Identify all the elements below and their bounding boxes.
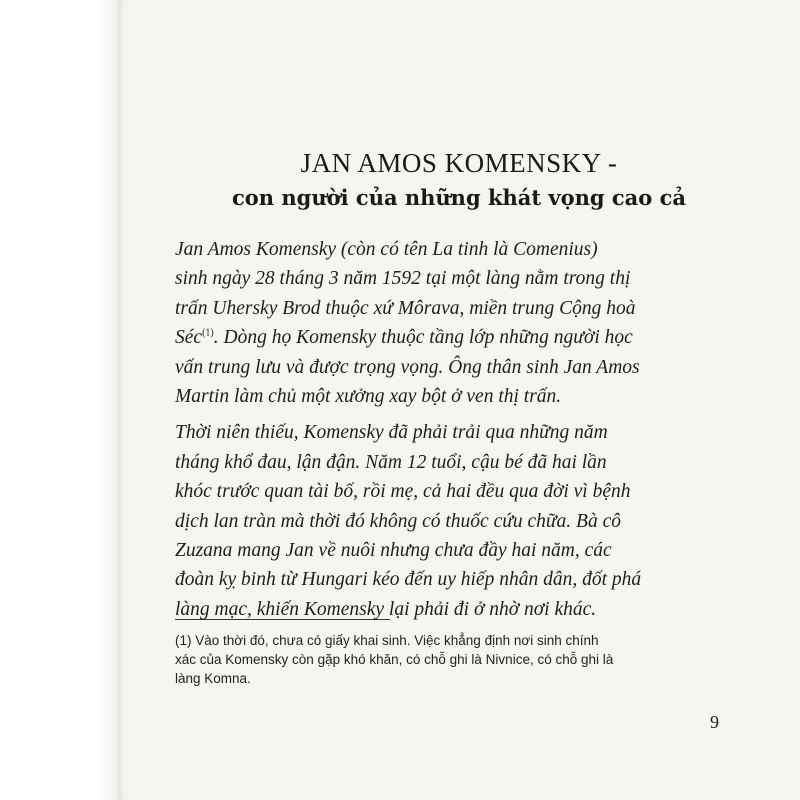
text-line: tháng khổ đau, lận đận. Năm 12 tuổi, cậu bé đã hai lần	[175, 451, 607, 473]
text-line: khóc trước quan tài bố, rồi mẹ, cả hai đều qua đời vì bệnh	[175, 481, 631, 503]
text-fragment: . Dòng họ Komensky thuộc tầng lớp những người học	[213, 327, 633, 349]
text-line: Zuzana mang Jan về nuôi nhưng chưa đầy hai năm, các	[175, 540, 612, 562]
paragraph-1	[175, 235, 745, 411]
text-line: dịch lan tràn mà thời đó không có thuốc cứu chữa. Bà cô	[175, 510, 621, 532]
footnote	[175, 631, 745, 688]
footnote-line: (1) Vào thời đó, chưa có giấy khai sinh. Việc khẳng định nơi sinh chính	[175, 633, 599, 648]
paragraph-2	[175, 418, 745, 624]
page-number: 9	[710, 712, 719, 732]
text-line: trấn Uhersky Brod thuộc xứ Môrava, miền trung Cộng hoà	[175, 297, 636, 319]
text-line: làng mạc, khiến Komensky lại phải đi ở nhờ nơi khác.	[175, 598, 597, 620]
footnote-line: làng Komna.	[175, 671, 251, 686]
page-margin	[0, 0, 118, 800]
text-line: Thời niên thiếu, Komensky đã phải trải qua những năm	[175, 422, 608, 444]
footnote-reference: (1)	[202, 327, 214, 339]
text-line: vấn trung lưu và được trọng vọng. Ông thân sinh Jan Amos	[175, 356, 640, 378]
text-line: sinh ngày 28 tháng 3 năm 1592 tại một làng nằm trong thị	[175, 268, 631, 290]
text-line: đoàn kỵ binh từ Hungari kéo đến uy hiếp nhân dân, đốt phá	[175, 569, 642, 591]
text-line: Jan Amos Komensky (còn có tên La tinh là Comenius)	[175, 239, 598, 260]
text-line: Martin làm chủ một xưởng xay bột ở ven thị trấn.	[175, 386, 562, 408]
chapter-subtitle: con người của những khát vọng cao cả	[232, 185, 686, 210]
footnote-line: xác của Komensky còn gặp khó khăn, có chỗ ghi là Nivnice, có chỗ ghi là	[175, 652, 614, 667]
footnote-divider	[175, 619, 390, 620]
book-page	[118, 0, 800, 800]
body-text	[175, 235, 745, 631]
text-fragment: Séc	[175, 327, 203, 349]
text-line	[175, 323, 745, 352]
chapter-title: JAN AMOS KOMENSKY -	[300, 148, 618, 178]
